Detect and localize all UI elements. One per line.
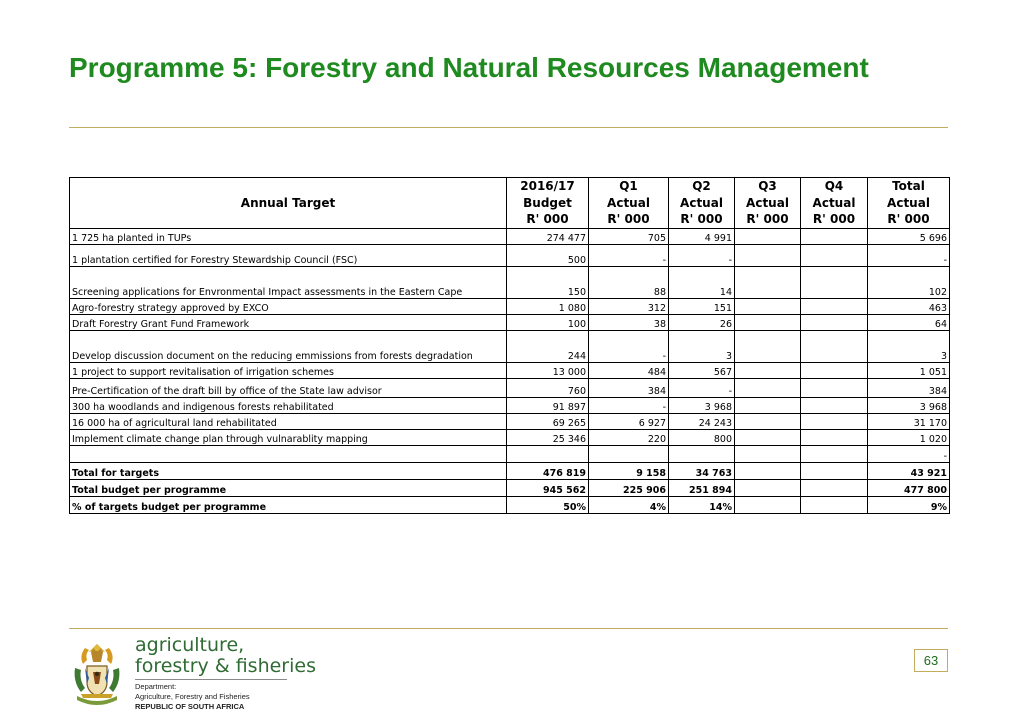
page-number: 63 bbox=[914, 649, 948, 672]
row-value: - bbox=[868, 446, 950, 463]
row-value bbox=[801, 398, 868, 414]
row-value: 500 bbox=[507, 245, 589, 267]
header-col-3 bbox=[669, 178, 735, 229]
header-text: Q2 bbox=[692, 179, 711, 194]
row-value bbox=[801, 299, 868, 315]
row-value: 312 bbox=[589, 299, 669, 315]
row-label: 1 plantation certified for Forestry Stewardship Council (FSC) bbox=[70, 245, 507, 267]
table-row bbox=[70, 379, 950, 398]
row-value: 484 bbox=[589, 363, 669, 379]
row-value: 4 991 bbox=[669, 229, 735, 245]
row-value bbox=[801, 379, 868, 398]
row-label: 1 project to support revitalisation of irrigation schemes bbox=[70, 363, 507, 379]
row-value: 760 bbox=[507, 379, 589, 398]
row-value: 31 170 bbox=[868, 414, 950, 430]
row-value bbox=[735, 480, 801, 497]
table-row bbox=[70, 331, 950, 363]
header-text: Budget bbox=[523, 195, 572, 210]
row-value: 463 bbox=[868, 299, 950, 315]
row-value: - bbox=[589, 245, 669, 267]
header-col-1 bbox=[507, 178, 589, 229]
table-row bbox=[70, 398, 950, 414]
row-value bbox=[735, 315, 801, 331]
header-text: R' 000 bbox=[812, 212, 856, 227]
row-value: 1 080 bbox=[507, 299, 589, 315]
row-value: 34 763 bbox=[669, 463, 735, 480]
row-value bbox=[507, 446, 589, 463]
row-value: 150 bbox=[507, 267, 589, 299]
coat-of-arms-icon bbox=[69, 638, 125, 710]
row-value: 102 bbox=[868, 267, 950, 299]
row-value bbox=[735, 331, 801, 363]
header-col-2 bbox=[589, 178, 669, 229]
row-value: 220 bbox=[589, 430, 669, 446]
row-value bbox=[801, 463, 868, 480]
row-value: 3 968 bbox=[669, 398, 735, 414]
header-annual-target bbox=[70, 178, 507, 229]
row-label: Implement climate change plan through vulnarablity mapping bbox=[70, 430, 507, 446]
row-label bbox=[70, 446, 507, 463]
row-value bbox=[735, 497, 801, 514]
row-value: 274 477 bbox=[507, 229, 589, 245]
row-label: Pre-Certification of the draft bill by office of the State law advisor bbox=[70, 379, 507, 398]
row-value bbox=[669, 446, 735, 463]
row-value bbox=[735, 398, 801, 414]
row-value bbox=[735, 229, 801, 245]
header-text: Actual bbox=[746, 195, 789, 210]
table-header-row bbox=[70, 178, 950, 229]
row-value bbox=[801, 315, 868, 331]
row-value: 91 897 bbox=[507, 398, 589, 414]
row-value bbox=[735, 267, 801, 299]
row-value bbox=[735, 414, 801, 430]
row-value: 384 bbox=[868, 379, 950, 398]
row-value bbox=[801, 245, 868, 267]
header-col-6 bbox=[868, 178, 950, 229]
header-text: R' 000 bbox=[887, 212, 930, 227]
row-value: 38 bbox=[589, 315, 669, 331]
row-value: 4% bbox=[589, 497, 669, 514]
header-text: Actual bbox=[812, 195, 856, 210]
table-row bbox=[70, 315, 950, 331]
row-value bbox=[735, 379, 801, 398]
row-value: 244 bbox=[507, 331, 589, 363]
table-body bbox=[70, 229, 950, 514]
row-value: 50% bbox=[507, 497, 589, 514]
row-value: 100 bbox=[507, 315, 589, 331]
row-value: 26 bbox=[669, 315, 735, 331]
row-value: 9% bbox=[868, 497, 950, 514]
row-value bbox=[735, 463, 801, 480]
header-text: Annual Target bbox=[240, 195, 336, 210]
header-text: Q3 bbox=[758, 179, 777, 194]
row-value: 251 894 bbox=[669, 480, 735, 497]
row-value: - bbox=[669, 379, 735, 398]
header-text: R' 000 bbox=[526, 212, 569, 227]
row-value bbox=[735, 446, 801, 463]
row-value bbox=[801, 497, 868, 514]
row-value bbox=[801, 430, 868, 446]
header-col-4 bbox=[735, 178, 801, 229]
row-value: 69 265 bbox=[507, 414, 589, 430]
row-value bbox=[801, 267, 868, 299]
row-value: 384 bbox=[589, 379, 669, 398]
row-value bbox=[801, 331, 868, 363]
table-row bbox=[70, 245, 950, 267]
budget-table bbox=[69, 177, 950, 514]
page-title: Programme 5: Forestry and Natural Resources Management bbox=[69, 52, 869, 83]
table-row bbox=[70, 430, 950, 446]
row-value bbox=[801, 414, 868, 430]
row-value bbox=[801, 363, 868, 379]
row-value: - bbox=[868, 245, 950, 267]
table-row bbox=[70, 267, 950, 299]
row-label: Screening applications for Envronmental Impact assessments in the Eastern Cape bbox=[70, 267, 507, 299]
table-row bbox=[70, 229, 950, 245]
row-value: 1 051 bbox=[868, 363, 950, 379]
row-label: % of targets budget per programme bbox=[70, 497, 507, 514]
row-value bbox=[735, 363, 801, 379]
row-value: 151 bbox=[669, 299, 735, 315]
row-value: 14% bbox=[669, 497, 735, 514]
table-row bbox=[70, 480, 950, 497]
row-value bbox=[735, 430, 801, 446]
header-text: R' 000 bbox=[607, 212, 650, 227]
row-label: Develop discussion document on the reducing emmissions from forests degradation bbox=[70, 331, 507, 363]
country-name: REPUBLIC OF SOUTH AFRICA bbox=[135, 702, 245, 711]
header-text: Q1 bbox=[619, 179, 638, 194]
table-row bbox=[70, 414, 950, 430]
header-text: Actual bbox=[680, 195, 723, 210]
row-value: 800 bbox=[669, 430, 735, 446]
dept-name-line2: forestry & fisheries bbox=[135, 655, 316, 677]
row-value: 6 927 bbox=[589, 414, 669, 430]
row-value: 1 020 bbox=[868, 430, 950, 446]
table-row bbox=[70, 463, 950, 480]
row-value: 945 562 bbox=[507, 480, 589, 497]
row-label: Total budget per programme bbox=[70, 480, 507, 497]
row-value: 43 921 bbox=[868, 463, 950, 480]
row-label: 16 000 ha of agricultural land rehabilitated bbox=[70, 414, 507, 430]
row-label: Draft Forestry Grant Fund Framework bbox=[70, 315, 507, 331]
header-text: Actual bbox=[607, 195, 650, 210]
row-value bbox=[735, 245, 801, 267]
header-text: Q4 bbox=[824, 179, 844, 194]
row-value: 9 158 bbox=[589, 463, 669, 480]
table-row bbox=[70, 446, 950, 463]
row-value bbox=[801, 480, 868, 497]
row-value bbox=[801, 229, 868, 245]
dept-label: Department: bbox=[135, 682, 177, 691]
row-label: 300 ha woodlands and indigenous forests rehabilitated bbox=[70, 398, 507, 414]
row-value bbox=[735, 299, 801, 315]
footer-divider bbox=[69, 628, 948, 629]
title-divider bbox=[69, 127, 948, 128]
table-row bbox=[70, 299, 950, 315]
row-value: 477 800 bbox=[868, 480, 950, 497]
row-value: 13 000 bbox=[507, 363, 589, 379]
row-value: 476 819 bbox=[507, 463, 589, 480]
row-value: 64 bbox=[868, 315, 950, 331]
row-label: Agro-forestry strategy approved by EXCO bbox=[70, 299, 507, 315]
header-text: Total bbox=[892, 179, 925, 194]
header-text: 2016/17 bbox=[520, 179, 575, 194]
table-row bbox=[70, 497, 950, 514]
row-label: Total for targets bbox=[70, 463, 507, 480]
header-col-5 bbox=[801, 178, 868, 229]
dept-full-name: Agriculture, Forestry and Fisheries bbox=[135, 692, 250, 701]
row-value: 225 906 bbox=[589, 480, 669, 497]
row-value: 3 bbox=[669, 331, 735, 363]
row-value: 3 bbox=[868, 331, 950, 363]
row-value: 25 346 bbox=[507, 430, 589, 446]
header-text: Actual bbox=[887, 195, 930, 210]
table-row bbox=[70, 363, 950, 379]
row-value: 14 bbox=[669, 267, 735, 299]
row-value: - bbox=[589, 398, 669, 414]
row-value: 3 968 bbox=[868, 398, 950, 414]
dept-divider bbox=[135, 679, 287, 680]
header-text: R' 000 bbox=[746, 212, 789, 227]
row-value: - bbox=[669, 245, 735, 267]
dept-name-line1: agriculture, bbox=[135, 634, 245, 656]
row-value bbox=[589, 446, 669, 463]
header-text: R' 000 bbox=[680, 212, 723, 227]
row-value: 24 243 bbox=[669, 414, 735, 430]
row-value bbox=[801, 446, 868, 463]
row-value: 705 bbox=[589, 229, 669, 245]
row-value: 88 bbox=[589, 267, 669, 299]
row-value: 567 bbox=[669, 363, 735, 379]
row-label: 1 725 ha planted in TUPs bbox=[70, 229, 507, 245]
row-value: - bbox=[589, 331, 669, 363]
row-value: 5 696 bbox=[868, 229, 950, 245]
